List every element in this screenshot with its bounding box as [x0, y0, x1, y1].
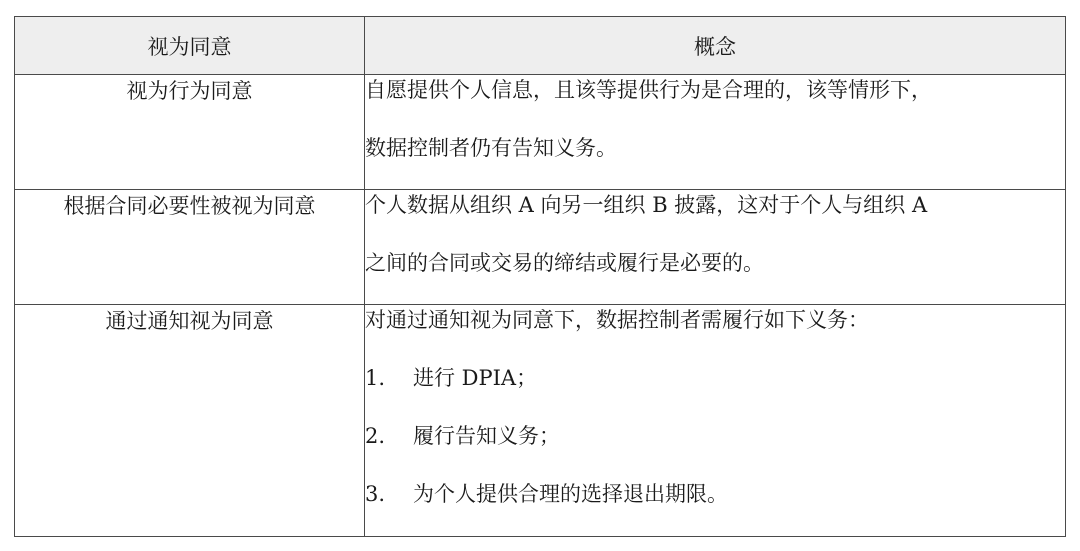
list-item	[365, 363, 1065, 421]
concept-cell	[365, 305, 1066, 537]
concept-line: 之间的合同或交易的缔结或履行是必要的。	[365, 251, 764, 275]
header-deemed-consent: 视为同意	[15, 17, 365, 75]
concept-intro: 对通过通知视为同意下，数据控制者需履行如下义务：	[365, 308, 869, 332]
concept-line: 个人数据从组织 A 向另一组织 B 披露，这对于个人与组织 A	[365, 193, 928, 217]
table-row	[15, 305, 1066, 537]
table-row	[15, 190, 1066, 305]
list-item-text: 进行 DPIA；	[413, 366, 538, 390]
concept-cell	[365, 190, 1066, 305]
term-cell: 视为行为同意	[15, 75, 365, 190]
table-header-row	[15, 17, 1066, 75]
list-item	[365, 479, 1065, 509]
term-cell: 通过通知视为同意	[15, 305, 365, 537]
concept-line: 数据控制者仍有告知义务。	[365, 136, 617, 160]
consent-table	[14, 16, 1066, 537]
list-item-text: 履行告知义务；	[413, 424, 560, 448]
concept-cell	[365, 75, 1066, 190]
list-item-text: 为个人提供合理的选择退出期限。	[413, 482, 728, 506]
concept-line: 自愿提供个人信息，且该等提供行为是合理的，该等情形下，	[365, 78, 932, 102]
header-concept: 概念	[365, 17, 1066, 75]
list-item-number: 3.	[365, 482, 386, 506]
list-item-number: 1.	[365, 366, 386, 390]
list-item-number: 2.	[365, 424, 386, 448]
term-cell: 根据合同必要性被视为同意	[15, 190, 365, 305]
table-row	[15, 75, 1066, 190]
list-item	[365, 421, 1065, 479]
